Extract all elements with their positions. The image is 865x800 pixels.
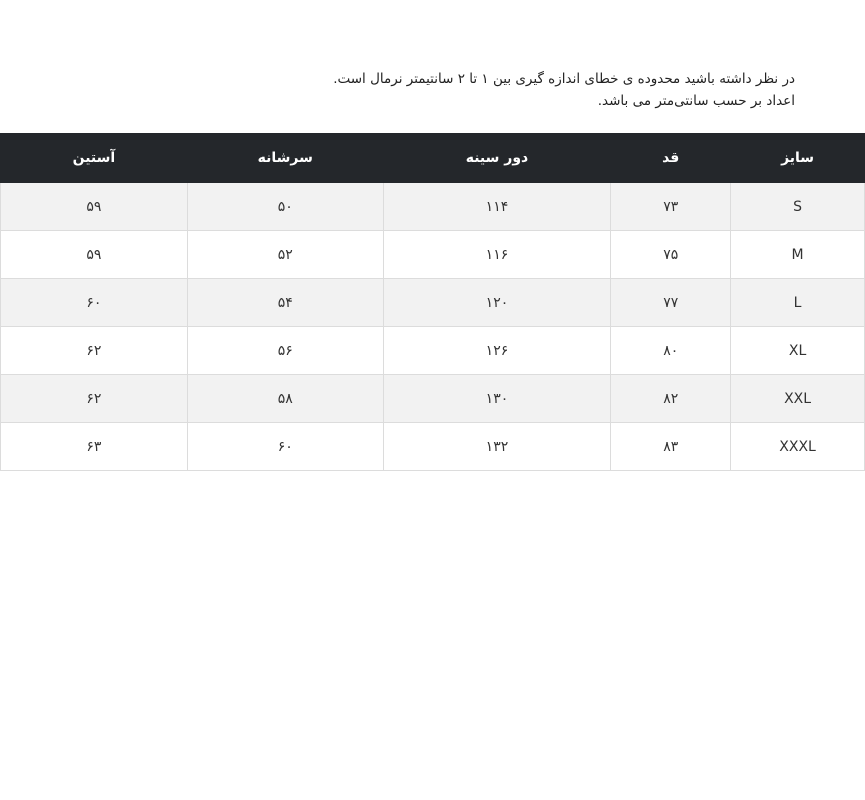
table-row	[1, 279, 865, 327]
cell-length: ۸۰	[611, 327, 731, 375]
cell-length: ۷۵	[611, 231, 731, 279]
cell-sleeve: ۶۲	[1, 327, 188, 375]
cell-length: ۷۷	[611, 279, 731, 327]
cell-chest: ۱۲۶	[383, 327, 611, 375]
cell-length: ۸۳	[611, 423, 731, 471]
cell-sleeve: ۶۰	[1, 279, 188, 327]
cell-size: XL	[731, 327, 865, 375]
table-row	[1, 327, 865, 375]
note-line-tolerance: در نظر داشته باشید محدوده ی خطای اندازه گیری بین ۱ تا ۲ سانتیمتر نرمال است.	[333, 71, 795, 87]
table-row	[1, 231, 865, 279]
cell-shoulder: ۵۶	[187, 327, 383, 375]
cell-size: XXL	[731, 375, 865, 423]
cell-shoulder: ۶۰	[187, 423, 383, 471]
cell-shoulder: ۵۴	[187, 279, 383, 327]
cell-chest: ۱۱۶	[383, 231, 611, 279]
cell-shoulder: ۵۸	[187, 375, 383, 423]
cell-size: L	[731, 279, 865, 327]
cell-chest: ۱۲۰	[383, 279, 611, 327]
cell-length: ۷۳	[611, 183, 731, 231]
header-chest: دور سینه	[383, 134, 611, 183]
table-header-row	[1, 134, 865, 183]
cell-size: M	[731, 231, 865, 279]
cell-size: XXXL	[731, 423, 865, 471]
header-length: قد	[611, 134, 731, 183]
cell-sleeve: ۶۳	[1, 423, 188, 471]
size-chart-table	[0, 133, 865, 471]
cell-chest: ۱۱۴	[383, 183, 611, 231]
table-row	[1, 375, 865, 423]
cell-length: ۸۲	[611, 375, 731, 423]
cell-chest: ۱۳۲	[383, 423, 611, 471]
cell-sleeve: ۶۲	[1, 375, 188, 423]
measurement-notes	[15, 68, 795, 112]
cell-size: S	[731, 183, 865, 231]
header-shoulder: سرشانه	[187, 134, 383, 183]
header-sleeve: آستین	[1, 134, 188, 183]
table-row	[1, 183, 865, 231]
cell-sleeve: ۵۹	[1, 231, 188, 279]
cell-chest: ۱۳۰	[383, 375, 611, 423]
header-size: سایز	[731, 134, 865, 183]
cell-shoulder: ۵۲	[187, 231, 383, 279]
note-line-units: اعداد بر حسب سانتی‌متر می باشد.	[597, 93, 795, 109]
table-row	[1, 423, 865, 471]
cell-shoulder: ۵۰	[187, 183, 383, 231]
cell-sleeve: ۵۹	[1, 183, 188, 231]
